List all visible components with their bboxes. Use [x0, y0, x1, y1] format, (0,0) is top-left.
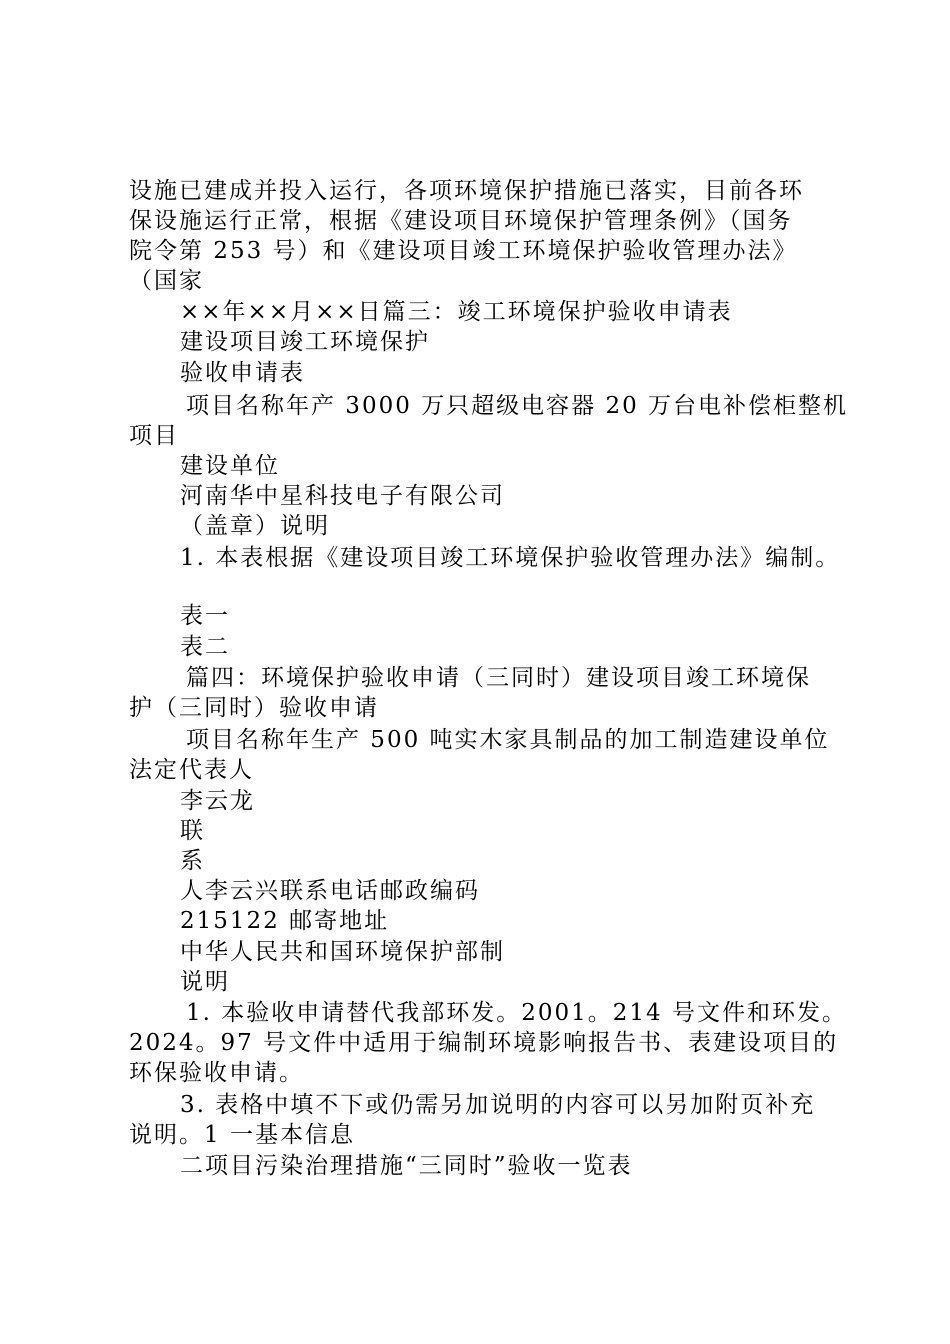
text-line: 说明。1 一基本信息 — [129, 1122, 355, 1148]
text-line: 1. 本验收申请替代我部环发。2001。214 号文件和环发。 — [186, 1000, 847, 1026]
text-line: 项目名称年生产 500 吨实木家具制品的加工制造建设单位 — [186, 727, 830, 753]
text-line: 中华人民共和国环境保护部制 — [180, 939, 505, 965]
text-line: 李云龙 — [180, 788, 255, 814]
text-line: 说明 — [180, 969, 230, 995]
text-line: ××年××月××日篇三：竣工环境保护验收申请表 — [180, 299, 733, 325]
text-line: 建设单位 — [180, 453, 280, 479]
text-line: 法定代表人 — [129, 757, 254, 783]
text-line: 保设施运行正常，根据《建设项目环境保护管理条例》（国务 — [129, 208, 793, 234]
text-line: 验收申请表 — [180, 360, 305, 386]
text-line: 院令第 253 号）和《建设项目竣工环境保护验收管理办法》 — [129, 238, 798, 264]
text-line: 篇四：环境保护验收申请（三同时）建设项目竣工环境保 — [186, 665, 811, 691]
text-line: 项目 — [129, 423, 179, 449]
text-line: 设施已建成并投入运行，各项环境保护措施已落实，目前各环 — [129, 178, 804, 204]
text-line: 表一 — [180, 603, 230, 629]
text-line: 表二 — [180, 634, 230, 660]
text-line: 项目名称年产 3000 万只超级电容器 20 万台电补偿柜整机 — [186, 393, 849, 419]
text-line: 护（三同时）验收申请 — [129, 695, 379, 721]
text-line: 河南华中星科技电子有限公司 — [180, 483, 505, 509]
text-line: 3. 表格中填不下或仍需另加说明的内容可以另加附页补充 — [180, 1092, 816, 1118]
text-line: 1. 本表根据《建设项目竣工环境保护验收管理办法》编制。 — [180, 545, 841, 571]
text-line: 215122 邮寄地址 — [180, 908, 390, 934]
text-line: 建设项目竣工环境保护 — [180, 329, 430, 355]
text-line: 联 — [180, 818, 205, 844]
text-line: 2024。97 号文件中适用于编制环境影响报告书、表建设项目的 — [129, 1030, 839, 1056]
text-line: 系 — [180, 848, 205, 874]
text-line: （盖章）说明 — [180, 513, 330, 539]
text-line: 环保验收申请。 — [129, 1060, 304, 1086]
text-line: 人李云兴联系电话邮政编码 — [180, 878, 480, 904]
text-line: 二项目污染治理措施“三同时”验收一览表 — [180, 1153, 633, 1179]
text-line: （国家 — [129, 268, 204, 294]
